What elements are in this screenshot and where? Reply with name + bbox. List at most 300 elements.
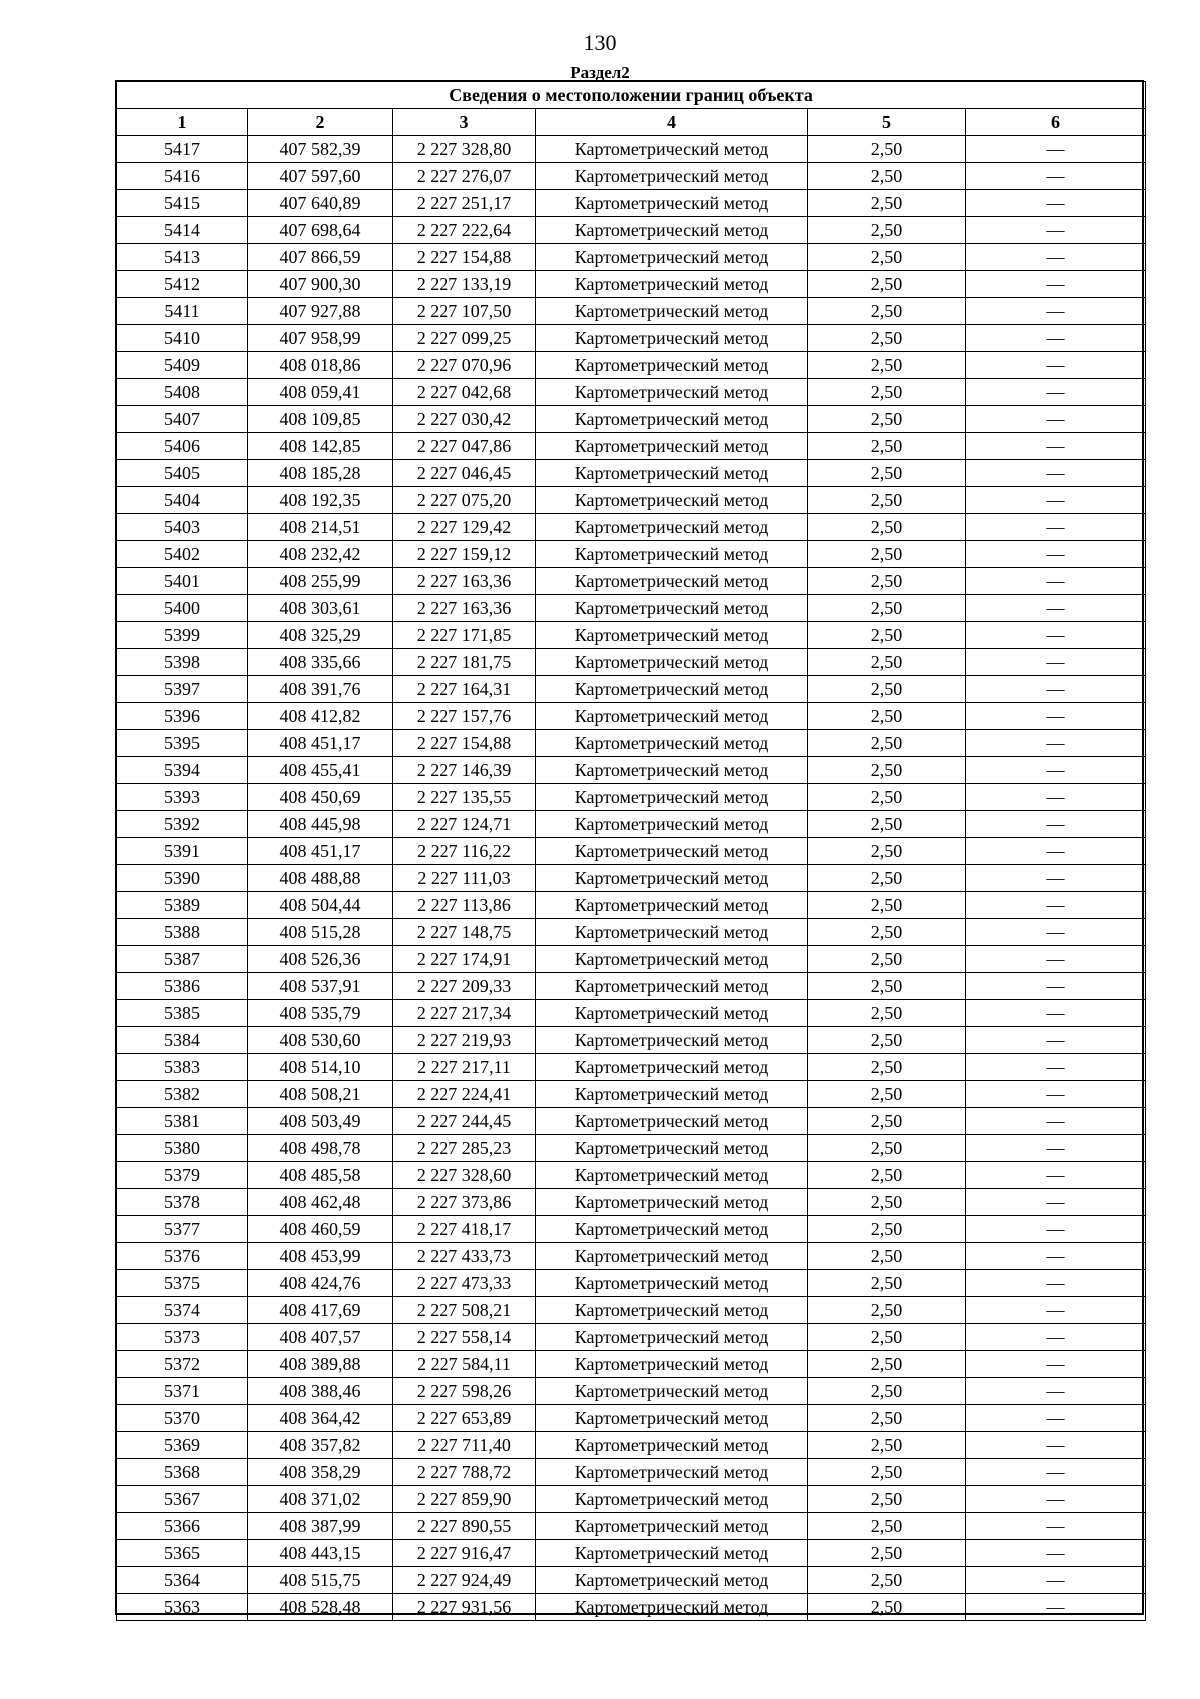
x-coordinate-cell: 408 535,79: [248, 1000, 393, 1027]
column-number: 4: [536, 109, 808, 136]
table-caption: Сведения о местоположении границ объекта: [117, 82, 1146, 109]
accuracy-cell: 2,50: [808, 1324, 966, 1351]
point-number-cell: 5413: [117, 244, 248, 271]
table-row: [117, 163, 1146, 190]
method-cell: Картометрический метод: [536, 892, 808, 919]
y-coordinate-cell: 2 227 508,21: [393, 1297, 536, 1324]
method-cell: Картометрический метод: [536, 1405, 808, 1432]
y-coordinate-cell: 2 227 046,45: [393, 460, 536, 487]
x-coordinate-cell: 408 498,78: [248, 1135, 393, 1162]
x-coordinate-cell: 408 412,82: [248, 703, 393, 730]
description-cell: —: [966, 595, 1146, 622]
method-cell: Картометрический метод: [536, 136, 808, 163]
accuracy-cell: 2,50: [808, 946, 966, 973]
x-coordinate-cell: 408 185,28: [248, 460, 393, 487]
y-coordinate-cell: 2 227 584,11: [393, 1351, 536, 1378]
method-cell: Картометрический метод: [536, 1567, 808, 1594]
accuracy-cell: 2,50: [808, 1432, 966, 1459]
description-cell: —: [966, 1486, 1146, 1513]
description-cell: —: [966, 1243, 1146, 1270]
x-coordinate-cell: 408 424,76: [248, 1270, 393, 1297]
description-cell: —: [966, 460, 1146, 487]
point-number-cell: 5374: [117, 1297, 248, 1324]
table-row: [117, 352, 1146, 379]
description-cell: —: [966, 217, 1146, 244]
accuracy-cell: 2,50: [808, 973, 966, 1000]
y-coordinate-cell: 2 227 030,42: [393, 406, 536, 433]
accuracy-cell: 2,50: [808, 622, 966, 649]
method-cell: Картометрический метод: [536, 919, 808, 946]
table-row: [117, 1567, 1146, 1594]
table-row: [117, 649, 1146, 676]
point-number-cell: 5382: [117, 1081, 248, 1108]
x-coordinate-cell: 408 451,17: [248, 730, 393, 757]
accuracy-cell: 2,50: [808, 865, 966, 892]
point-number-cell: 5377: [117, 1216, 248, 1243]
y-coordinate-cell: 2 227 154,88: [393, 244, 536, 271]
table-row: [117, 1297, 1146, 1324]
accuracy-cell: 2,50: [808, 1027, 966, 1054]
y-coordinate-cell: 2 227 042,68: [393, 379, 536, 406]
y-coordinate-cell: 2 227 222,64: [393, 217, 536, 244]
y-coordinate-cell: 2 227 116,22: [393, 838, 536, 865]
table-row: [117, 892, 1146, 919]
description-cell: —: [966, 1432, 1146, 1459]
table-row: [117, 811, 1146, 838]
table-row: [117, 1486, 1146, 1513]
table-row: [117, 730, 1146, 757]
x-coordinate-cell: 408 515,28: [248, 919, 393, 946]
y-coordinate-cell: 2 227 075,20: [393, 487, 536, 514]
method-cell: Картометрический метод: [536, 1000, 808, 1027]
table-row: [117, 1324, 1146, 1351]
accuracy-cell: 2,50: [808, 838, 966, 865]
y-coordinate-cell: 2 227 473,33: [393, 1270, 536, 1297]
x-coordinate-cell: 408 371,02: [248, 1486, 393, 1513]
point-number-cell: 5380: [117, 1135, 248, 1162]
column-number: 3: [393, 109, 536, 136]
description-cell: —: [966, 649, 1146, 676]
accuracy-cell: 2,50: [808, 1594, 966, 1621]
x-coordinate-cell: 408 451,17: [248, 838, 393, 865]
method-cell: Картометрический метод: [536, 163, 808, 190]
y-coordinate-cell: 2 227 276,07: [393, 163, 536, 190]
section-label: Раздел2: [570, 63, 630, 82]
point-number-cell: 5385: [117, 1000, 248, 1027]
x-coordinate-cell: 408 514,10: [248, 1054, 393, 1081]
description-cell: —: [966, 1000, 1146, 1027]
y-coordinate-cell: 2 227 433,73: [393, 1243, 536, 1270]
method-cell: Картометрический метод: [536, 298, 808, 325]
table-row: [117, 217, 1146, 244]
description-cell: —: [966, 1189, 1146, 1216]
method-cell: Картометрический метод: [536, 1540, 808, 1567]
accuracy-cell: 2,50: [808, 460, 966, 487]
table-row: [117, 325, 1146, 352]
table-row: [117, 190, 1146, 217]
table-row: [117, 433, 1146, 460]
method-cell: Картометрический метод: [536, 190, 808, 217]
y-coordinate-cell: 2 227 124,71: [393, 811, 536, 838]
table-row: [117, 136, 1146, 163]
description-cell: —: [966, 1054, 1146, 1081]
table-row: [117, 541, 1146, 568]
accuracy-cell: 2,50: [808, 1540, 966, 1567]
point-number-cell: 5387: [117, 946, 248, 973]
description-cell: —: [966, 1027, 1146, 1054]
table-row: [117, 1459, 1146, 1486]
table-row: [117, 1027, 1146, 1054]
method-cell: Картометрический метод: [536, 1324, 808, 1351]
x-coordinate-cell: 408 530,60: [248, 1027, 393, 1054]
y-coordinate-cell: 2 227 181,75: [393, 649, 536, 676]
table-row: [117, 298, 1146, 325]
point-number-cell: 5417: [117, 136, 248, 163]
point-number-cell: 5412: [117, 271, 248, 298]
description-cell: —: [966, 838, 1146, 865]
point-number-cell: 5381: [117, 1108, 248, 1135]
point-number-cell: 5394: [117, 757, 248, 784]
x-coordinate-cell: 408 485,58: [248, 1162, 393, 1189]
x-coordinate-cell: 407 958,99: [248, 325, 393, 352]
point-number-cell: 5392: [117, 811, 248, 838]
description-cell: —: [966, 1378, 1146, 1405]
point-number-cell: 5406: [117, 433, 248, 460]
accuracy-cell: 2,50: [808, 1054, 966, 1081]
method-cell: Картометрический метод: [536, 1378, 808, 1405]
method-cell: Картометрический метод: [536, 1108, 808, 1135]
y-coordinate-cell: 2 227 099,25: [393, 325, 536, 352]
point-number-cell: 5373: [117, 1324, 248, 1351]
x-coordinate-cell: 408 142,85: [248, 433, 393, 460]
accuracy-cell: 2,50: [808, 1567, 966, 1594]
method-cell: Картометрический метод: [536, 1027, 808, 1054]
table-row: [117, 703, 1146, 730]
point-number-cell: 5383: [117, 1054, 248, 1081]
method-cell: Картометрический метод: [536, 784, 808, 811]
description-cell: —: [966, 406, 1146, 433]
point-number-cell: 5371: [117, 1378, 248, 1405]
method-cell: Картометрический метод: [536, 1216, 808, 1243]
description-cell: —: [966, 541, 1146, 568]
x-coordinate-cell: 408 059,41: [248, 379, 393, 406]
point-number-cell: 5376: [117, 1243, 248, 1270]
point-number-cell: 5366: [117, 1513, 248, 1540]
method-cell: Картометрический метод: [536, 1081, 808, 1108]
y-coordinate-cell: 2 227 328,80: [393, 136, 536, 163]
method-cell: Картометрический метод: [536, 622, 808, 649]
accuracy-cell: 2,50: [808, 433, 966, 460]
method-cell: Картометрический метод: [536, 703, 808, 730]
table-row: [117, 784, 1146, 811]
point-number-cell: 5399: [117, 622, 248, 649]
table-row: [117, 1378, 1146, 1405]
method-cell: Картометрический метод: [536, 1135, 808, 1162]
x-coordinate-cell: 408 460,59: [248, 1216, 393, 1243]
x-coordinate-cell: 408 109,85: [248, 406, 393, 433]
method-cell: Картометрический метод: [536, 487, 808, 514]
point-number-cell: 5395: [117, 730, 248, 757]
y-coordinate-cell: 2 227 916,47: [393, 1540, 536, 1567]
table-row: [117, 1243, 1146, 1270]
description-cell: —: [966, 325, 1146, 352]
method-cell: Картометрический метод: [536, 1594, 808, 1621]
table-row: [117, 1594, 1146, 1621]
description-cell: —: [966, 757, 1146, 784]
method-cell: Картометрический метод: [536, 568, 808, 595]
point-number-cell: 5410: [117, 325, 248, 352]
point-number-cell: 5400: [117, 595, 248, 622]
column-number: 6: [966, 109, 1146, 136]
description-cell: —: [966, 1216, 1146, 1243]
description-cell: —: [966, 919, 1146, 946]
x-coordinate-cell: 408 335,66: [248, 649, 393, 676]
accuracy-cell: 2,50: [808, 352, 966, 379]
accuracy-cell: 2,50: [808, 298, 966, 325]
accuracy-cell: 2,50: [808, 784, 966, 811]
y-coordinate-cell: 2 227 251,17: [393, 190, 536, 217]
method-cell: Картометрический метод: [536, 1432, 808, 1459]
method-cell: Картометрический метод: [536, 838, 808, 865]
table-row: [117, 757, 1146, 784]
x-coordinate-cell: 408 192,35: [248, 487, 393, 514]
y-coordinate-cell: 2 227 788,72: [393, 1459, 536, 1486]
description-cell: —: [966, 487, 1146, 514]
table-row: [117, 1162, 1146, 1189]
x-coordinate-cell: 408 455,41: [248, 757, 393, 784]
table-row: [117, 406, 1146, 433]
description-cell: —: [966, 1567, 1146, 1594]
description-cell: —: [966, 676, 1146, 703]
description-cell: —: [966, 784, 1146, 811]
description-cell: —: [966, 271, 1146, 298]
y-coordinate-cell: 2 227 285,23: [393, 1135, 536, 1162]
y-coordinate-cell: 2 227 219,93: [393, 1027, 536, 1054]
description-cell: —: [966, 1135, 1146, 1162]
accuracy-cell: 2,50: [808, 1486, 966, 1513]
accuracy-cell: 2,50: [808, 676, 966, 703]
accuracy-cell: 2,50: [808, 244, 966, 271]
table-row: [117, 379, 1146, 406]
x-coordinate-cell: 407 900,30: [248, 271, 393, 298]
x-coordinate-cell: 407 597,60: [248, 163, 393, 190]
y-coordinate-cell: 2 227 373,86: [393, 1189, 536, 1216]
point-number-cell: 5401: [117, 568, 248, 595]
point-number-cell: 5393: [117, 784, 248, 811]
description-cell: —: [966, 1297, 1146, 1324]
x-coordinate-cell: 408 364,42: [248, 1405, 393, 1432]
x-coordinate-cell: 408 417,69: [248, 1297, 393, 1324]
y-coordinate-cell: 2 227 653,89: [393, 1405, 536, 1432]
x-coordinate-cell: 408 303,61: [248, 595, 393, 622]
description-cell: —: [966, 514, 1146, 541]
accuracy-cell: 2,50: [808, 1108, 966, 1135]
method-cell: Картометрический метод: [536, 217, 808, 244]
accuracy-cell: 2,50: [808, 1270, 966, 1297]
description-cell: —: [966, 703, 1146, 730]
description-cell: —: [966, 1351, 1146, 1378]
accuracy-cell: 2,50: [808, 136, 966, 163]
accuracy-cell: 2,50: [808, 379, 966, 406]
method-cell: Картометрический метод: [536, 676, 808, 703]
table-row: [117, 1108, 1146, 1135]
x-coordinate-cell: 408 391,76: [248, 676, 393, 703]
accuracy-cell: 2,50: [808, 1243, 966, 1270]
description-cell: —: [966, 1324, 1146, 1351]
method-cell: Картометрический метод: [536, 379, 808, 406]
accuracy-cell: 2,50: [808, 1162, 966, 1189]
table-row: [117, 514, 1146, 541]
method-cell: Картометрический метод: [536, 1486, 808, 1513]
x-coordinate-cell: 408 450,69: [248, 784, 393, 811]
y-coordinate-cell: 2 227 129,42: [393, 514, 536, 541]
y-coordinate-cell: 2 227 146,39: [393, 757, 536, 784]
column-number: 5: [808, 109, 966, 136]
method-cell: Картометрический метод: [536, 1513, 808, 1540]
y-coordinate-cell: 2 227 418,17: [393, 1216, 536, 1243]
point-number-cell: 5389: [117, 892, 248, 919]
point-number-cell: 5407: [117, 406, 248, 433]
point-number-cell: 5402: [117, 541, 248, 568]
x-coordinate-cell: 408 443,15: [248, 1540, 393, 1567]
y-coordinate-cell: 2 227 558,14: [393, 1324, 536, 1351]
y-coordinate-cell: 2 227 113,86: [393, 892, 536, 919]
y-coordinate-cell: 2 227 111,03: [393, 865, 536, 892]
description-cell: —: [966, 1405, 1146, 1432]
table-row: [117, 1405, 1146, 1432]
description-cell: —: [966, 433, 1146, 460]
accuracy-cell: 2,50: [808, 406, 966, 433]
y-coordinate-cell: 2 227 209,33: [393, 973, 536, 1000]
description-cell: —: [966, 1594, 1146, 1621]
table-row: [117, 865, 1146, 892]
table-body: [117, 136, 1146, 1621]
table-row: [117, 568, 1146, 595]
y-coordinate-cell: 2 227 217,11: [393, 1054, 536, 1081]
x-coordinate-cell: 408 214,51: [248, 514, 393, 541]
accuracy-cell: 2,50: [808, 1459, 966, 1486]
y-coordinate-cell: 2 227 890,55: [393, 1513, 536, 1540]
point-number-cell: 5375: [117, 1270, 248, 1297]
point-number-cell: 5391: [117, 838, 248, 865]
description-cell: —: [966, 1540, 1146, 1567]
method-cell: Картометрический метод: [536, 1459, 808, 1486]
description-cell: —: [966, 811, 1146, 838]
x-coordinate-cell: 407 640,89: [248, 190, 393, 217]
column-number: 2: [248, 109, 393, 136]
description-cell: —: [966, 946, 1146, 973]
point-number-cell: 5372: [117, 1351, 248, 1378]
description-cell: —: [966, 1081, 1146, 1108]
point-number-cell: 5365: [117, 1540, 248, 1567]
page-number: 130: [583, 30, 617, 55]
x-coordinate-cell: 408 503,49: [248, 1108, 393, 1135]
point-number-cell: 5378: [117, 1189, 248, 1216]
description-cell: —: [966, 1270, 1146, 1297]
description-cell: —: [966, 1513, 1146, 1540]
x-coordinate-cell: 408 508,21: [248, 1081, 393, 1108]
accuracy-cell: 2,50: [808, 190, 966, 217]
point-number-cell: 5397: [117, 676, 248, 703]
point-number-cell: 5408: [117, 379, 248, 406]
accuracy-cell: 2,50: [808, 1351, 966, 1378]
description-cell: —: [966, 298, 1146, 325]
accuracy-cell: 2,50: [808, 568, 966, 595]
x-coordinate-cell: 408 325,29: [248, 622, 393, 649]
y-coordinate-cell: 2 227 157,76: [393, 703, 536, 730]
description-cell: —: [966, 352, 1146, 379]
accuracy-cell: 2,50: [808, 595, 966, 622]
accuracy-cell: 2,50: [808, 730, 966, 757]
accuracy-cell: 2,50: [808, 1297, 966, 1324]
y-coordinate-cell: 2 227 171,85: [393, 622, 536, 649]
method-cell: Картометрический метод: [536, 352, 808, 379]
x-coordinate-cell: 408 488,88: [248, 865, 393, 892]
point-number-cell: 5386: [117, 973, 248, 1000]
table-row: [117, 1513, 1146, 1540]
x-coordinate-cell: 407 866,59: [248, 244, 393, 271]
point-number-cell: 5364: [117, 1567, 248, 1594]
table-row: [117, 973, 1146, 1000]
x-coordinate-cell: 408 358,29: [248, 1459, 393, 1486]
method-cell: Картометрический метод: [536, 649, 808, 676]
method-cell: Картометрический метод: [536, 595, 808, 622]
accuracy-cell: 2,50: [808, 1405, 966, 1432]
point-number-cell: 5405: [117, 460, 248, 487]
y-coordinate-cell: 2 227 159,12: [393, 541, 536, 568]
accuracy-cell: 2,50: [808, 487, 966, 514]
table-row: [117, 622, 1146, 649]
accuracy-cell: 2,50: [808, 271, 966, 298]
point-number-cell: 5396: [117, 703, 248, 730]
y-coordinate-cell: 2 227 711,40: [393, 1432, 536, 1459]
table-row: [117, 1189, 1146, 1216]
accuracy-cell: 2,50: [808, 1513, 966, 1540]
accuracy-cell: 2,50: [808, 811, 966, 838]
description-cell: —: [966, 190, 1146, 217]
table-row: [117, 1081, 1146, 1108]
table-row: [117, 1270, 1146, 1297]
method-cell: Картометрический метод: [536, 946, 808, 973]
method-cell: Картометрический метод: [536, 325, 808, 352]
accuracy-cell: 2,50: [808, 703, 966, 730]
y-coordinate-cell: 2 227 174,91: [393, 946, 536, 973]
method-cell: Картометрический метод: [536, 1162, 808, 1189]
table-row: [117, 1540, 1146, 1567]
accuracy-cell: 2,50: [808, 757, 966, 784]
x-coordinate-cell: 408 528,48: [248, 1594, 393, 1621]
point-number-cell: 5404: [117, 487, 248, 514]
accuracy-cell: 2,50: [808, 919, 966, 946]
x-coordinate-cell: 408 357,82: [248, 1432, 393, 1459]
method-cell: Картометрический метод: [536, 865, 808, 892]
table-row: [117, 460, 1146, 487]
accuracy-cell: 2,50: [808, 1378, 966, 1405]
column-number: 1: [117, 109, 248, 136]
table-row: [117, 487, 1146, 514]
method-cell: Картометрический метод: [536, 1351, 808, 1378]
table-row: [117, 595, 1146, 622]
x-coordinate-cell: 408 445,98: [248, 811, 393, 838]
point-number-cell: 5390: [117, 865, 248, 892]
description-cell: —: [966, 730, 1146, 757]
x-coordinate-cell: 408 515,75: [248, 1567, 393, 1594]
description-cell: —: [966, 1108, 1146, 1135]
y-coordinate-cell: 2 227 164,31: [393, 676, 536, 703]
method-cell: Картометрический метод: [536, 406, 808, 433]
accuracy-cell: 2,50: [808, 1216, 966, 1243]
point-number-cell: 5398: [117, 649, 248, 676]
